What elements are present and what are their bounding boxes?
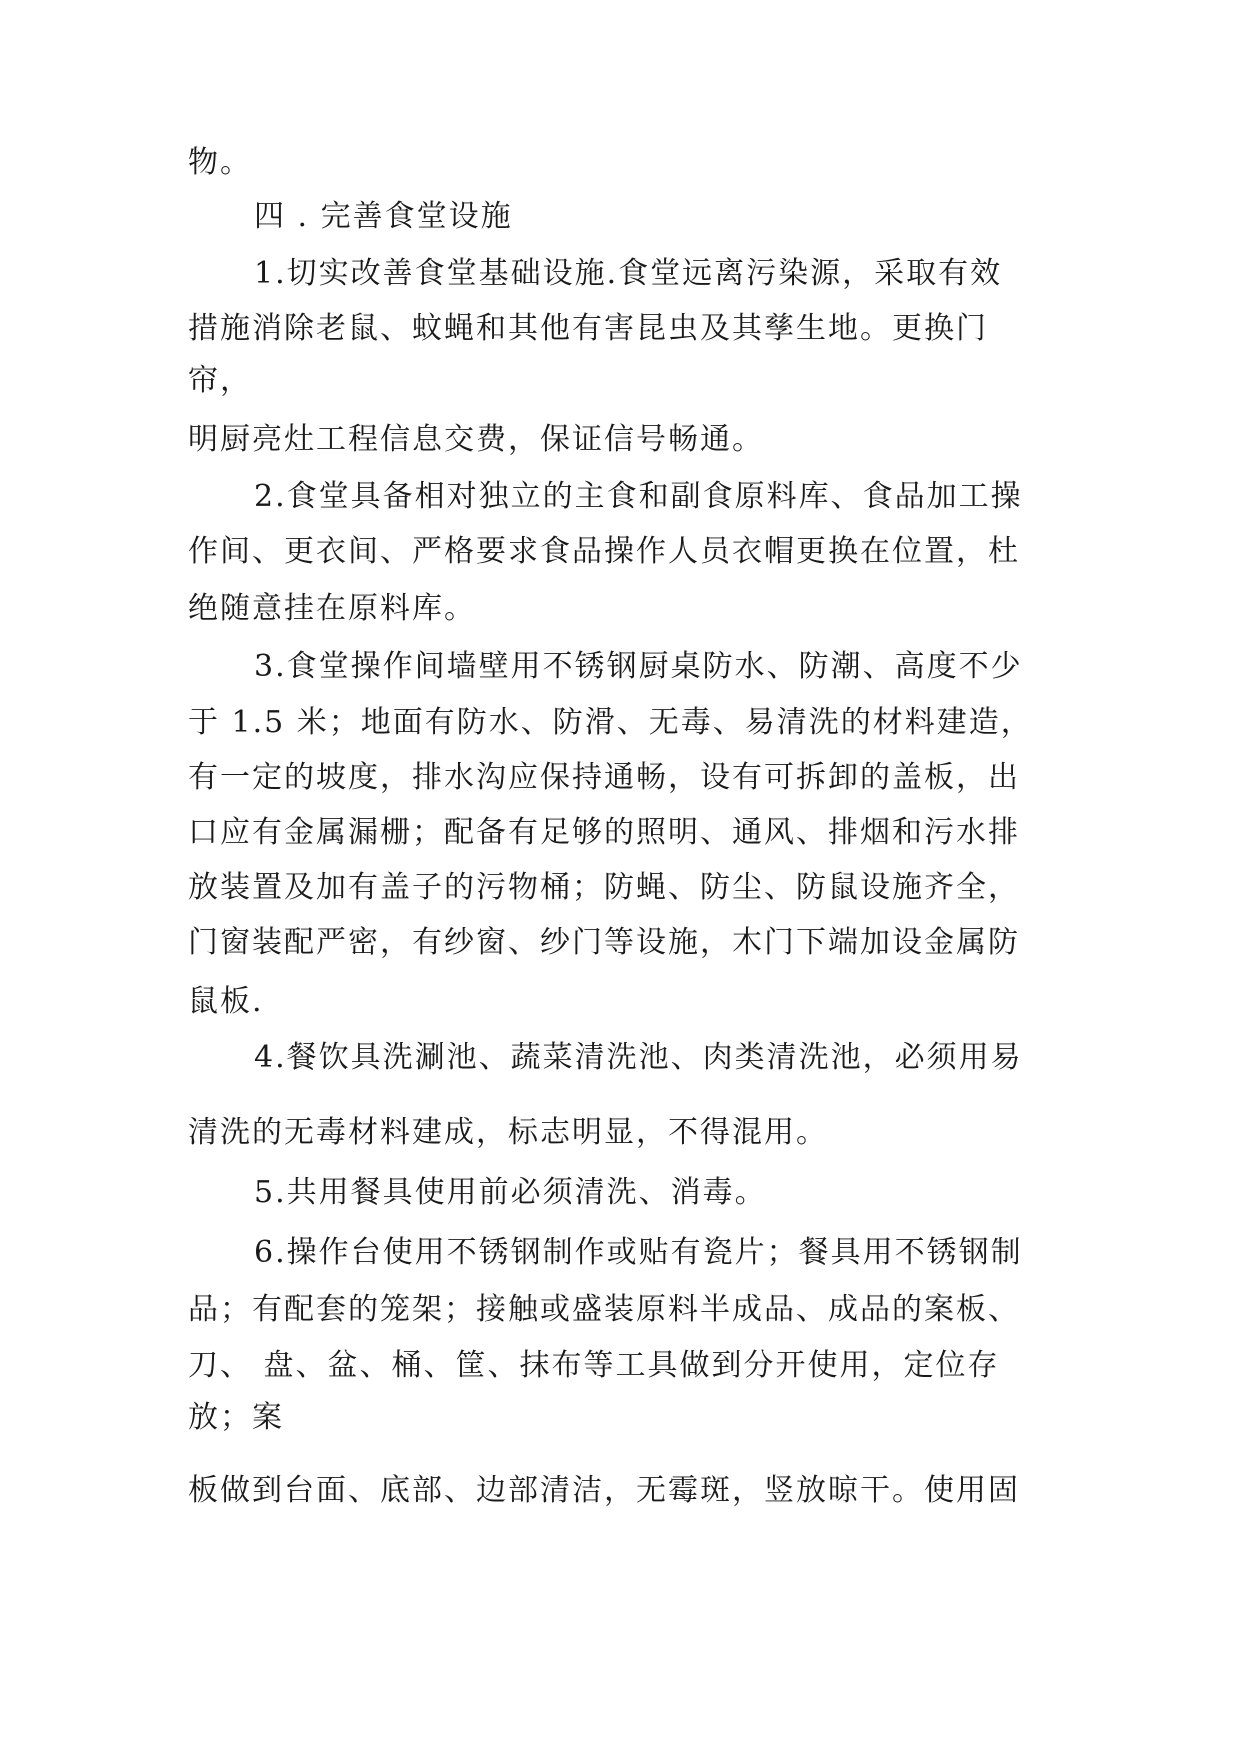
text-line: 鼠板.: [188, 984, 264, 1019]
text-line: 措施消除老鼠、蚊蝇和其他有害昆虫及其孳生地。更换门: [188, 311, 988, 346]
text-line: 于 1.5 米；地面有防水、防滑、无毒、易清洗的材料建造，: [188, 705, 1033, 740]
text-line: 品；有配套的笼架；接触或盛装原料半成品、成品的案板、: [188, 1292, 1020, 1327]
text-line: 刀、 盘、盆、桶、筐、抹布等工具做到分开使用，定位存: [188, 1348, 1000, 1383]
paragraph-line: 5.共用餐具使用前必须清洗、消毒。: [254, 1175, 767, 1210]
text-line: 门窗装配严密，有纱窗、纱门等设施，木门下端加设金属防: [188, 925, 1020, 960]
text-line: 作间、更衣间、严格要求食品操作人员衣帽更换在位置，杜: [188, 534, 1020, 569]
paragraph-line: 2.食堂具备相对独立的主食和副食原料库、食品加工操: [254, 479, 1023, 514]
text-line: 绝随意挂在原料库。: [188, 591, 476, 626]
paragraph-line: 6.操作台使用不锈钢制作或贴有瓷片；餐具用不锈钢制: [254, 1235, 1023, 1270]
text-line: 帘，: [188, 363, 252, 398]
section-heading: 四 . 完善食堂设施: [254, 199, 513, 234]
text-line: 明厨亮灶工程信息交费，保证信号畅通。: [188, 422, 764, 457]
text-line: 放装置及加有盖子的污物桶；防蝇、防尘、防鼠设施齐全，: [188, 870, 1020, 905]
text-line: 有一定的坡度，排水沟应保持通畅，设有可拆卸的盖板，出: [188, 760, 1020, 795]
paragraph-line: 3.食堂操作间墙壁用不锈钢厨桌防水、防潮、高度不少: [254, 649, 1023, 684]
text-line: 物。: [188, 145, 252, 180]
text-line: 清洗的无毒材料建成，标志明显，不得混用。: [188, 1115, 828, 1150]
text-line: 板做到台面、底部、边部清洁，无霉斑，竖放晾干。使用固: [188, 1473, 1020, 1508]
text-line: 口应有金属漏栅；配备有足够的照明、通风、排烟和污水排: [188, 815, 1020, 850]
paragraph-line: 4.餐饮具洗涮池、蔬菜清洗池、肉类清洗池，必须用易: [254, 1040, 1023, 1075]
text-line: 放；案: [188, 1400, 284, 1435]
paragraph-line: 1.切实改善食堂基础设施.食堂远离污染源，采取有效: [254, 256, 1003, 291]
